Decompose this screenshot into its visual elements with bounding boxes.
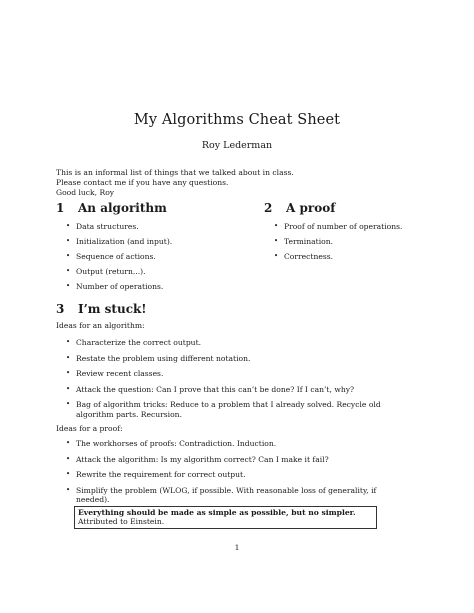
list-item: • Rewrite the requirement for correct output. — [66, 470, 246, 479]
algorithm-ideas-list — [66, 338, 406, 422]
bullet-icon: • — [66, 400, 71, 408]
algorithm-list — [66, 222, 172, 297]
bullet-icon: • — [66, 267, 71, 275]
proof-ideas-label: Ideas for a proof: — [56, 424, 123, 433]
list-item: • Initialization (and input). — [66, 237, 173, 246]
proof-list — [274, 222, 402, 267]
list-item: • Output (return...). — [66, 267, 146, 276]
intro-line: This is an informal list of things that we talked about in class. — [56, 168, 294, 177]
bullet-icon: • — [274, 222, 279, 230]
list-item: • Simplify the problem (WLOG, if possible. With reasonable loss of generality, if needed). Everything should be made as simple as possible, but no simpler. Attributed to Einstein. — [66, 486, 406, 502]
list-item: • Attack the algorithm: Is my algorithm correct? Can I make it fail? — [66, 454, 329, 464]
list-item: • Bag of algorithm tricks: Reduce to a problem that I already solved. Recycle old algorithm parts. Recursion. — [66, 400, 381, 419]
quote-attribution: Attributed to Einstein. — [78, 517, 165, 526]
list-item: • Sequence of actions. — [66, 252, 156, 261]
bullet-icon: • — [66, 470, 71, 478]
list-item: • Attack the question: Can I prove that this can’t be done? If I can’t, why? — [66, 384, 355, 394]
list-item: • Data structures. — [66, 222, 139, 231]
section-number: 1 — [56, 201, 65, 215]
bullet-icon: • — [274, 252, 279, 260]
list-item: • Characterize the correct output. — [66, 338, 202, 347]
quote-bold-text: Everything should be made as simple as possible, but no simpler. — [78, 507, 356, 517]
bullet-icon: • — [66, 485, 71, 494]
proof-ideas-list — [66, 439, 406, 526]
bullet-icon: • — [66, 237, 71, 245]
section-number: 2 — [264, 201, 273, 215]
intro-line: Good luck, Roy — [56, 188, 115, 197]
section-title: A proof — [286, 201, 336, 215]
bullet-icon: • — [66, 353, 71, 362]
list-item: • Termination. — [274, 237, 334, 246]
bullet-icon: • — [66, 369, 71, 377]
einstein-quote-box — [74, 506, 377, 529]
section-number: 3 — [56, 302, 65, 316]
section-heading-algorithm — [56, 201, 167, 215]
document-title: My Algorithms Cheat Sheet — [133, 112, 341, 128]
list-item: • Proof of number of operations. — [274, 222, 403, 231]
bullet-icon: • — [66, 439, 71, 447]
list-item: • Number of operations. — [66, 282, 164, 291]
bullet-icon: • — [66, 454, 71, 463]
section-heading-stuck — [56, 302, 147, 316]
list-item: • Correctness. — [274, 252, 334, 261]
bullet-icon: • — [274, 237, 279, 245]
intro-paragraph — [56, 168, 294, 198]
list-item: • The workhorses of proofs: Contradiction. Induction. — [66, 439, 277, 448]
bullet-icon: • — [66, 222, 71, 230]
section-title: I’m stuck! — [78, 302, 147, 316]
intro-line: Please contact me if you have any questions. — [56, 178, 229, 187]
section-heading-proof — [264, 201, 335, 215]
page-number: 1 — [234, 543, 240, 552]
bullet-icon: • — [66, 252, 71, 260]
section-title: An algorithm — [78, 201, 167, 215]
bullet-icon: • — [66, 384, 71, 393]
bullet-icon: • — [66, 338, 71, 346]
list-item: • Review recent classes. — [66, 369, 164, 378]
list-item: • Restate the problem using different notation. — [66, 353, 251, 363]
algorithm-ideas-label: Ideas for an algorithm: — [56, 321, 145, 330]
bullet-icon: • — [66, 282, 71, 290]
document-author: Roy Lederman — [201, 140, 273, 151]
